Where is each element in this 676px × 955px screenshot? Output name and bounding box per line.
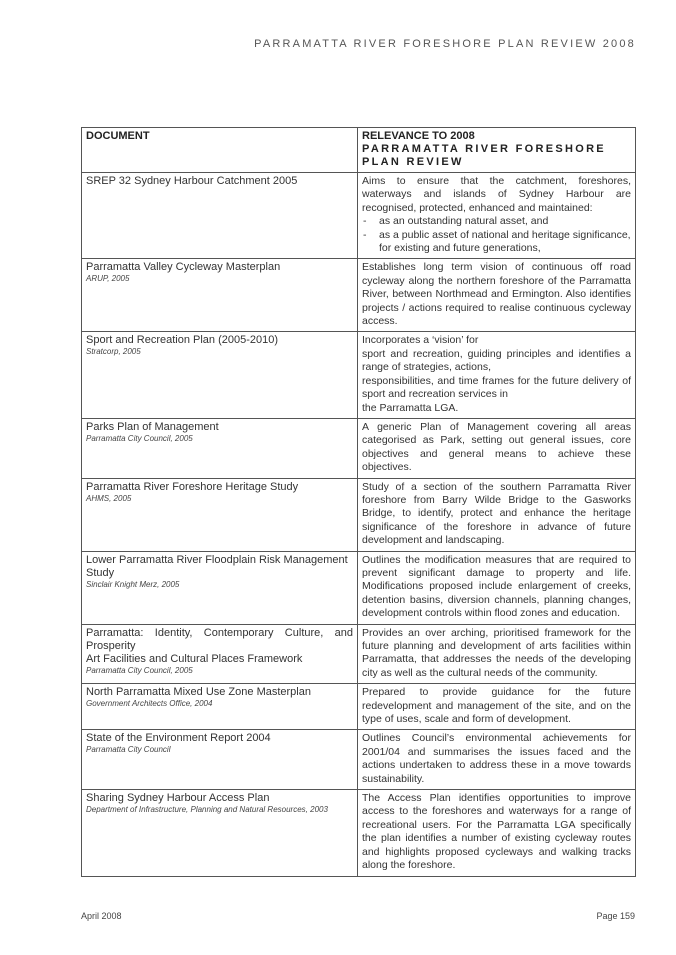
table-row bbox=[82, 173, 636, 259]
column-header-relevance bbox=[358, 128, 636, 173]
document-cell bbox=[82, 418, 358, 478]
document-author: Sinclair Knight Merz, 2005 bbox=[86, 579, 180, 589]
bullet-text: as a public asset of national and heritage significance, for existing and future generations, bbox=[379, 228, 631, 255]
relevance-bullet-list bbox=[362, 215, 631, 255]
document-cell bbox=[82, 730, 358, 790]
document-title: Sharing Sydney Harbour Access Plan bbox=[86, 792, 270, 805]
relevance-cell bbox=[358, 551, 636, 624]
relevance-text: The Access Plan identifies opportunities to improve access to the foreshores and waterways for a range of recreational users. For the Parramatta LGA specifically the plan identifies a number of existing cycleway routes and highlights proposed cycleways and walking tracks along the foreshore. bbox=[362, 792, 631, 872]
document-cell bbox=[82, 173, 358, 259]
table-row bbox=[82, 551, 636, 624]
document-author: Parramatta City Council, 2005 bbox=[86, 433, 193, 443]
document-title: Parramatta: Identity, Contemporary Culture, and Prosperity bbox=[86, 626, 353, 652]
list-item: - as a public asset of national and heritage significance, for existing and future generations, bbox=[363, 228, 631, 255]
relevance-cell bbox=[358, 259, 636, 332]
relevance-cell bbox=[358, 332, 636, 418]
table-row bbox=[82, 478, 636, 551]
documents-table bbox=[81, 127, 636, 877]
relevance-line: sport and recreation, guiding principles and identifies a range of strategies, actions, bbox=[362, 347, 631, 374]
bullet-text: as an outstanding natural asset, and bbox=[379, 215, 549, 228]
relevance-cell bbox=[358, 684, 636, 730]
relevance-cell bbox=[358, 790, 636, 876]
document-author: Government Architects Office, 2004 bbox=[86, 699, 213, 709]
document-title: North Parramatta Mixed Use Zone Masterplan bbox=[86, 686, 311, 699]
table-row bbox=[82, 418, 636, 478]
relevance-cell bbox=[358, 418, 636, 478]
table-row bbox=[82, 259, 636, 332]
document-cell bbox=[82, 259, 358, 332]
document-cell bbox=[82, 332, 358, 418]
column-header-document-label: DOCUMENT bbox=[86, 130, 150, 142]
document-title: Parks Plan of Management bbox=[86, 420, 219, 433]
relevance-text: Outlines Council’s environmental achievements for 2001/04 and summarises the issues faced and the actions undertaken to address these in a move towards sustainability. bbox=[362, 732, 631, 785]
document-cell bbox=[82, 551, 358, 624]
relevance-cell bbox=[358, 478, 636, 551]
document-author: Stratcorp, 2005 bbox=[86, 347, 141, 357]
relevance-text: A generic Plan of Management covering all areas categorised as Park, setting out general issues, core objectives and general means to achieve these objectives. bbox=[362, 420, 631, 474]
footer-page-number: Page 159 bbox=[596, 911, 635, 921]
document-title: Lower Parramatta River Floodplain Risk Management Study bbox=[86, 553, 348, 579]
relevance-cell bbox=[358, 173, 636, 259]
column-header-document bbox=[82, 128, 358, 173]
document-title: SREP 32 Sydney Harbour Catchment 2005 bbox=[86, 175, 298, 187]
table-header-row bbox=[82, 128, 636, 173]
document-cell bbox=[82, 790, 358, 876]
document-cell bbox=[82, 684, 358, 730]
relevance-line: responsibilities, and time frames for the future delivery of sport and recreation services in bbox=[362, 374, 631, 401]
relevance-text: Study of a section of the southern Parramatta River foreshore from Barry Wilde Bridge to the Gasworks Bridge, to identify, protect and enhance the heritage significance of the foreshore in advance of future development and landscaping. bbox=[362, 480, 631, 547]
column-header-relevance-line2: PARRAMATTA RIVER FORESHORE PLAN REVIEW bbox=[362, 143, 606, 168]
relevance-text: Aims to ensure that the catchment, foreshores, waterways and islands of Sydney Harbour are recognised, protected, enhanced and maintained: bbox=[362, 175, 631, 214]
document-title: Art Facilities and Cultural Places Framework bbox=[86, 652, 303, 665]
table-row bbox=[82, 790, 636, 876]
document-title: Parramatta River Foreshore Heritage Study bbox=[86, 480, 299, 493]
document-author: Department of Infrastructure, Planning and Natural Resources, 2003 bbox=[86, 805, 328, 815]
relevance-text: Establishes long term vision of continuous off road cycleway along the northern foreshore of the Parramatta River, between Northmead and Ermington. Also identifies projects / actions required to realise continuous cycleway access. bbox=[362, 261, 631, 328]
table-row bbox=[82, 624, 636, 684]
table-row bbox=[82, 332, 636, 418]
document-author: Parramatta City Council, 2005 bbox=[86, 665, 193, 675]
document-cell bbox=[82, 478, 358, 551]
running-header: PARRAMATTA RIVER FORESHORE PLAN REVIEW 2008 bbox=[254, 38, 636, 50]
relevance-text: Prepared to provide guidance for the future redevelopment and management of the site, and on the type of uses, scale and form of development. bbox=[362, 686, 631, 726]
relevance-line: Incorporates a ‘vision’ for bbox=[362, 334, 479, 347]
relevance-text: Outlines the modification measures that are required to prevent significant damage to property and life. Modifications proposed include enlargement of creeks, detention basins, diversion channels, planning changes, development controls within flood zones and education. bbox=[362, 553, 631, 620]
relevance-cell bbox=[358, 624, 636, 684]
column-header-relevance-line1: RELEVANCE TO 2008 bbox=[362, 130, 475, 142]
footer-date: April 2008 bbox=[81, 911, 122, 921]
relevance-cell bbox=[358, 730, 636, 790]
document-title: State of the Environment Report 2004 bbox=[86, 732, 271, 745]
table-row bbox=[82, 684, 636, 730]
list-item: - as an outstanding natural asset, and bbox=[363, 215, 549, 228]
document-author: AHMS, 2005 bbox=[86, 493, 132, 503]
document-author: ARUP, 2005 bbox=[86, 274, 130, 284]
relevance-text: Provides an over arching, prioritised framework for the future planning and development of arts facilities within Parramatta, that addresses the needs of the developing city as well as the cultural needs of the community. bbox=[362, 626, 631, 679]
table-row bbox=[82, 730, 636, 790]
document-cell bbox=[82, 624, 358, 684]
document-title: Parramatta Valley Cycleway Masterplan bbox=[86, 261, 281, 274]
document-author: Parramatta City Council bbox=[86, 745, 171, 755]
document-title: Sport and Recreation Plan (2005-2010) bbox=[86, 334, 279, 347]
relevance-line: the Parramatta LGA. bbox=[362, 401, 459, 414]
